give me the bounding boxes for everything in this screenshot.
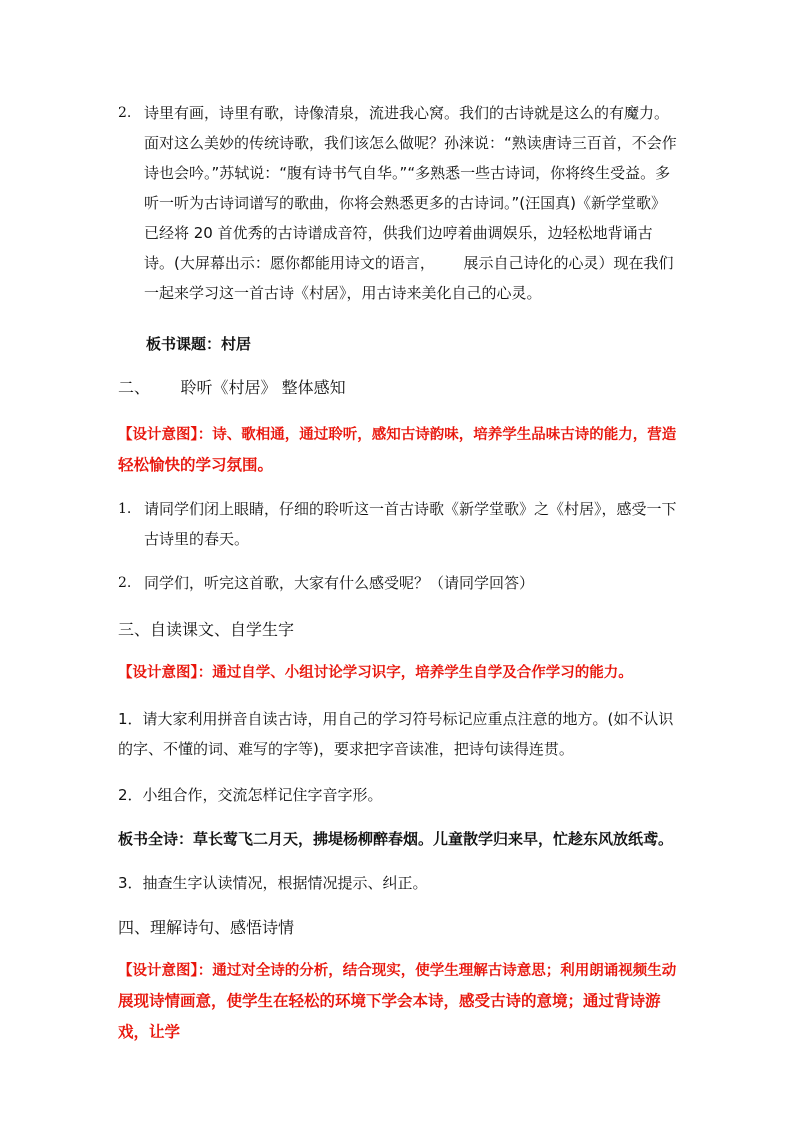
list-number: 2. [118, 105, 132, 121]
intro-paragraph: 诗里有画，诗里有歌，诗像清泉，流进我心窝。我们的古诗就是这么的有魔力。面对这么美妙的传统诗歌，我们该怎么做呢？孙涞说：“熟读唐诗三百首，不会作诗也会吟。”苏轼说：“腹有诗书气自华。”“多熟悉一些古诗词，你将终生受益。多听一听为古诗词谱写的歌曲，你将会熟悉更多的古诗词。”(汪国真)《新学堂歌》已经将 20 首优秀的古诗谱成音符，供我们边哼着曲调娱乐，边轻松地背诵古诗。(大屏幕出示：愿你都能用诗文的语言， 展示自己诗化的心灵）现在我们一起来学习这一首古诗《村居》，用古诗来美化自己的心灵。 [144, 104, 677, 302]
design-intent-text-continued: 轻松愉快的学习氛围。 [118, 456, 274, 474]
design-intent-tag: 【设计意图】： [118, 426, 213, 443]
section-2-heading: 二、 聆听《村居》 整体感知 [118, 378, 346, 397]
section-3-paragraph-1: 1．请大家利用拼音自读古诗，用自己的学习符号标记应重点注意的地方。(如不认识的字、不懂的词、难写的字等)，要求把字音读准，把诗句读得连贯。 [118, 710, 674, 758]
board-full-poem: 板书全诗：草长莺飞二月天，拂堤杨柳醉春烟。儿童散学归来早，忙趁东风放纸鸢。 [118, 830, 674, 848]
section-3-paragraph-2: 2．小组合作，交流怎样记住字音字形。 [118, 786, 383, 804]
section-4-design-intent [118, 956, 680, 1048]
design-intent-tag: 【设计意图】： [118, 962, 213, 979]
section-3-design-intent [118, 658, 680, 688]
section-3-paragraph-3: 3．抽查生字认读情况，根据情况提示、纠正。 [118, 874, 428, 892]
section-4-heading: 四、理解诗句、感悟诗情 [118, 918, 295, 937]
section-2-list-item [118, 494, 678, 554]
board-title: 板书课题：村居 [146, 335, 252, 353]
section-2-list-item [118, 568, 678, 598]
list-number: 1. [118, 501, 132, 517]
list-number: 2. [118, 575, 132, 591]
section-2-design-intent [118, 420, 680, 481]
intro-list-item [118, 98, 678, 308]
section-3-heading: 三、自读课文、自学生字 [118, 620, 295, 639]
design-intent-text-continued: 展现诗情画意，使学生在轻松的环境下学会本诗，感受古诗的意境；通过背诗游戏，让学 [118, 992, 661, 1041]
list-item-text: 请同学们闭上眼睛，仔细的聆听这一首古诗歌《新学堂歌》之《村居》，感受一下古诗里的春天。 [144, 500, 677, 548]
design-intent-tag: 【设计意图】： [118, 664, 213, 681]
design-intent-text: 通过对全诗的分析，结合现实，使学生理解古诗意思；利用朗诵视频生动 [212, 962, 677, 979]
design-intent-text: 诗、歌相通，通过聆听，感知古诗韵味，培养学生品味古诗的能力，营造 [212, 426, 677, 443]
design-intent-text: 通过自学、小组讨论学习识字，培养学生自学及合作学习的能力。 [212, 664, 633, 681]
list-item-text: 同学们，听完这首歌，大家有什么感受呢？（请同学回答） [144, 574, 535, 592]
